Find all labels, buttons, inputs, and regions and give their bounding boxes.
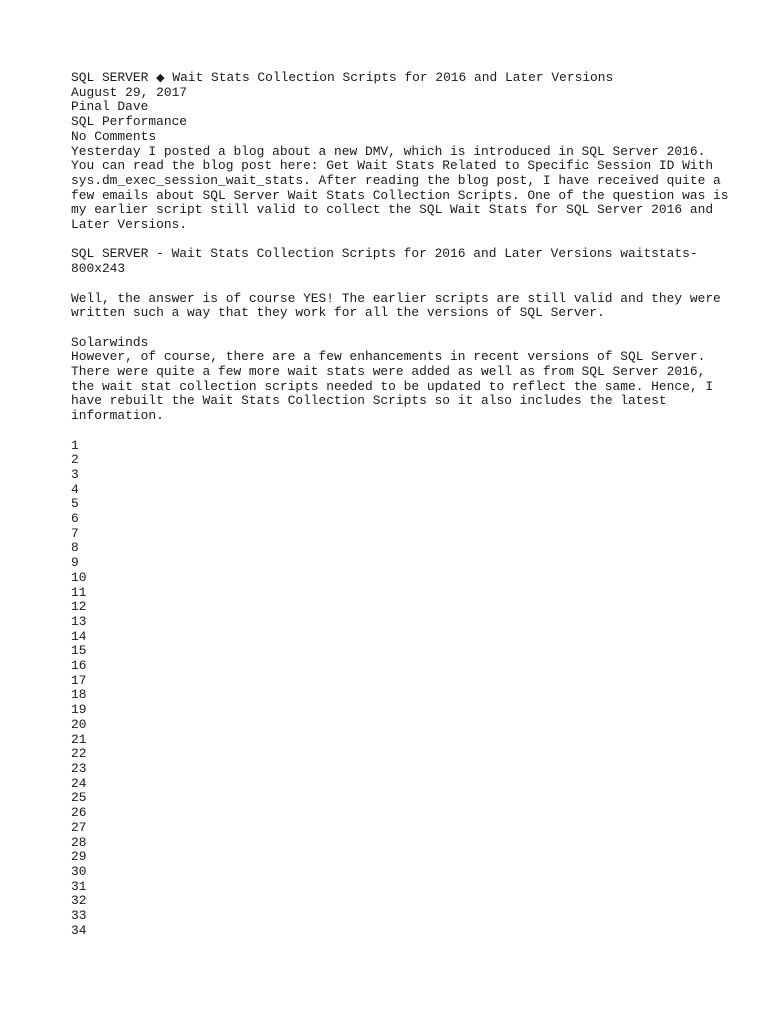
diamond-icon: ◆ [156,71,165,84]
code-line-number: 18 [71,687,87,703]
code-line-number: 30 [71,863,87,879]
code-line-number: 32 [71,893,87,909]
article-author[interactable]: Pinal Dave [71,99,149,115]
spacer [71,321,731,336]
code-line-number: 23 [71,760,87,776]
spacer [71,424,731,439]
code-line-number: 26 [71,805,87,821]
code-line-number: 17 [71,672,87,688]
article-category[interactable]: SQL Performance [71,114,188,130]
code-line-number: 16 [71,658,87,674]
code-line-number: 13 [71,613,87,629]
code-line-number: 33 [71,908,87,924]
code-line-number: 34 [71,922,87,938]
code-line-number: 11 [71,584,87,600]
code-line-number: 29 [71,849,87,865]
code-line-number: 2 [71,452,79,468]
code-line-number: 24 [71,775,87,791]
code-line-number: 5 [71,496,79,512]
code-line-number: 22 [71,746,87,762]
enhancement-paragraph: However, of course, there are a few enhancements in recent versions of SQL Server. There were quite a few more wait stats were added as well as from SQL Server 2016, the wait stat collection scripts needed to be updated to reflect the same. Hence, I have rebuilt the Wait Stats Collection Scripts so it also includes the latest information. [71,349,714,424]
code-line-number: 31 [71,878,87,894]
code-line-number: 9 [71,555,79,571]
sponsor-label: Solarwinds [71,334,149,350]
spacer [71,233,731,248]
code-line-number: 25 [71,790,87,806]
code-line-number: 4 [71,481,79,497]
code-line-number: 1 [71,437,79,453]
article-title: SQL SERVER ◆ Wait Stats Collection Scripts for 2016 and Later Versions [71,70,614,85]
answer-paragraph: Well, the answer is of course YES! The earlier scripts are still valid and they were written such a way that they work for all the versions of SQL Server. [71,290,721,321]
intro-paragraph: Yesterday I posted a blog about a new DMV, which is introduced in SQL Server 2016. You can read the blog post here: Get Wait Stats Related to Specific Session ID With sys.dm_exec_session_wait_stats. After reading the blog post, I have received quite a few emails about SQL Server Wait Stats Collection Scripts. One of the question was is my earlier script still valid to collect the SQL Wait Stats for SQL Server 2016 and Later Versions. [71,143,729,233]
code-line-number: 7 [71,525,79,541]
code-line-number: 3 [71,466,79,482]
code-line-number: 28 [71,834,87,850]
code-line-number: 10 [71,569,87,585]
code-line-number: 21 [71,731,87,747]
image-caption: SQL SERVER - Wait Stats Collection Scripts for 2016 and Later Versions waitstats-800x243 [71,246,698,277]
code-line-number: 8 [71,540,79,556]
code-line-number: 20 [71,716,87,732]
spacer [71,277,731,292]
article-body [71,71,731,938]
code-line-number: 14 [71,628,87,644]
article-date: August 29, 2017 [71,84,188,100]
code-line-number: 12 [71,599,87,615]
article-comments[interactable]: No Comments [71,128,157,144]
code-line-number: 19 [71,702,87,718]
code-line-numbers [71,439,731,939]
code-line-number: 6 [71,511,79,527]
code-line-number: 27 [71,819,87,835]
code-line-number: 15 [71,643,87,659]
